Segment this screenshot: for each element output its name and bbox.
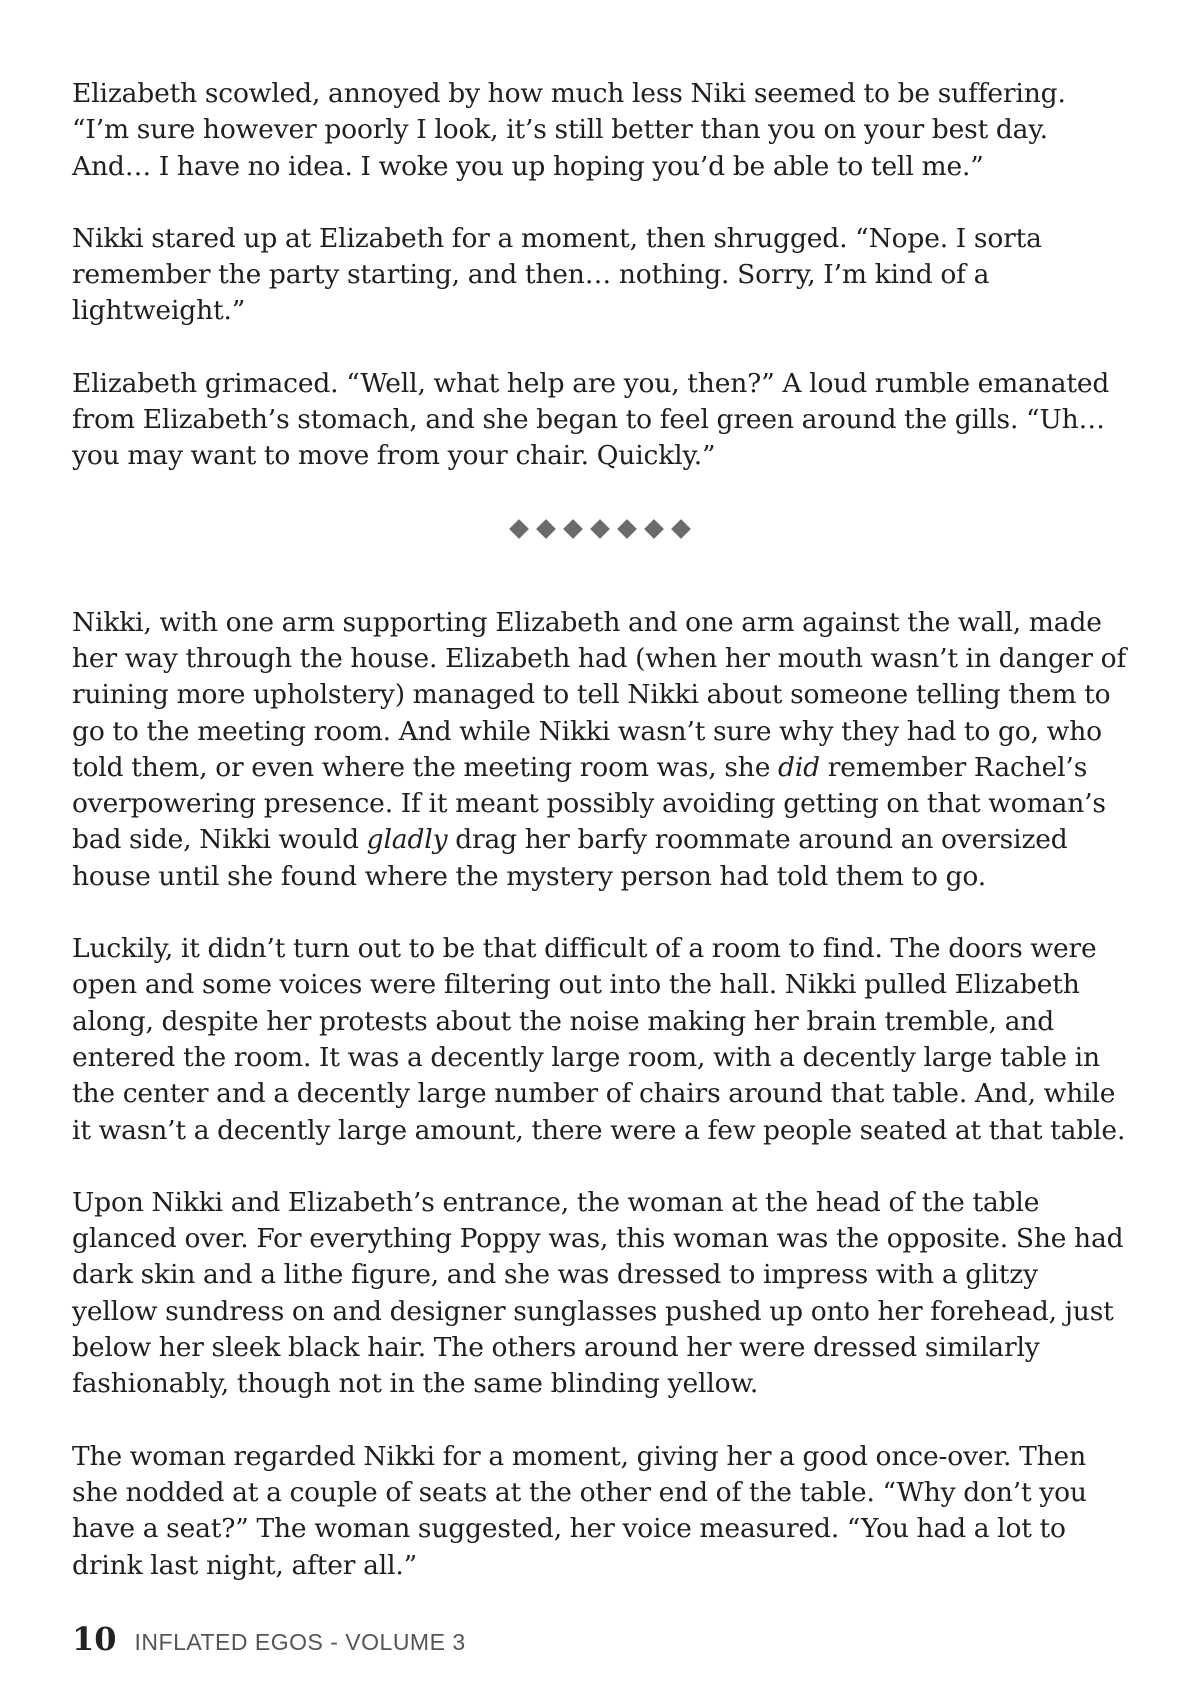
- page-body: [72, 76, 1128, 1620]
- emphasis-text: did: [778, 751, 820, 783]
- paragraph-p3: [72, 366, 1128, 475]
- paragraph-text: remember Rachel’s overpowering presence. If it meant possibly avoiding getting on that woman’s bad side, Nikki would: [72, 751, 1106, 856]
- paragraph-p6: [72, 1185, 1128, 1403]
- page-footer: [72, 1620, 466, 1658]
- diamond-icon: [671, 519, 691, 539]
- paragraph-text: Nikki stared up at Elizabeth for a moment, then shrugged. “Nope. I sorta remember the party starting, and then… nothing. Sorry, I’m kind of a lightweight.”: [72, 222, 1042, 327]
- paragraph-p5: [72, 931, 1128, 1149]
- diamond-icon: [590, 519, 610, 539]
- paragraph-text: Elizabeth grimaced. “Well, what help are you, then?” A loud rumble emanated from Elizabeth’s stomach, and she began to feel green around the gills. “Uh… you may want to move from your chair. Quickly.”: [72, 367, 1110, 472]
- text-block-before-break: [72, 76, 1128, 475]
- diamond-icon: [644, 519, 664, 539]
- paragraph-p1: [72, 76, 1128, 185]
- diamond-icon: [536, 519, 556, 539]
- paragraph-text: Nikki, with one arm supporting Elizabeth and one arm against the wall, made her way through the house. Elizabeth had (when her mouth wasn’t in danger of ruining more upholstery) managed to tell Nikki about someone telling them to go to the meeting room. And while Nikki wasn’t sure why they had to go, who told them, or even where the meeting room was, she: [72, 606, 1127, 783]
- page-number: 10: [72, 1620, 117, 1658]
- paragraph-text: Elizabeth scowled, annoyed by how much less Niki seemed to be suffering. “I’m sure however poorly I look, it’s still better than you on your best day. And… I have no idea. I woke you up hoping you’d be able to tell me.”: [72, 78, 1066, 182]
- diamond-icon: [617, 519, 637, 539]
- paragraph-text: drag her barfy roommate around an oversized house until she found where the mystery person had told them to go.: [72, 824, 1068, 892]
- paragraph-text: Luckily, it didn’t turn out to be that difficult of a room to find. The doors were open and some voices were filtering out into the hall. Nikki pulled Elizabeth along, despite her protests about the noise making her brain tremble, and entered the room. It was a decently large room, with a decently large table in the center and a decently large number of chairs around that table. And, while it wasn’t a decently large amount, there were a few people seated at that table.: [72, 933, 1126, 1146]
- scene-break: [72, 511, 1128, 547]
- paragraph-text: The woman regarded Nikki for a moment, giving her a good once-over. Then she nodded at a couple of seats at the other end of the table. “Why don’t you have a seat?” The woman suggested, her voice measured. “You had a lot to drink last night, after all.”: [72, 1440, 1087, 1581]
- diamond-icon: [563, 519, 583, 539]
- running-title: INFLATED EGOS - VOLUME 3: [134, 1629, 466, 1655]
- emphasis-text: gladly: [366, 824, 448, 856]
- paragraph-p4: [72, 605, 1128, 895]
- paragraph-p7: [72, 1439, 1128, 1584]
- paragraph-p2: [72, 221, 1128, 330]
- paragraph-text: Upon Nikki and Elizabeth’s entrance, the woman at the head of the table glanced over. For everything Poppy was, this woman was the opposite. She had dark skin and a lithe figure, and she was dressed to impress with a glitzy yellow sundress on and designer sunglasses pushed up onto her forehead, just below her sleek black hair. The others around her were dressed similarly fashionably, though not in the same blinding yellow.: [72, 1186, 1124, 1400]
- diamond-icon: [509, 519, 529, 539]
- text-block-after-break: [72, 605, 1128, 1584]
